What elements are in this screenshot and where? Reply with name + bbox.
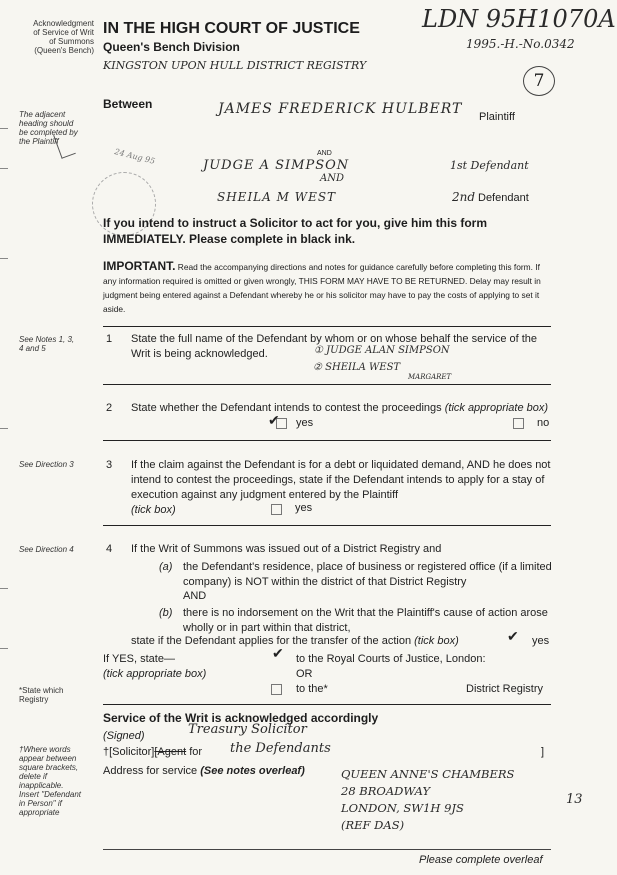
stamp-date: 24 Aug 95 [113, 147, 156, 166]
margin-note-adjacent-heading: The adjacent heading should be completed by the Plaintiff [19, 110, 78, 146]
square-bracket: ] [541, 746, 545, 758]
q1-number: 1 [106, 333, 113, 345]
margin-where-words: †Where words appear between square brackets, delete if inapplicable. Insert "Defendant in Person" if appropriate [19, 745, 81, 817]
circled-number: 7 [523, 66, 555, 96]
punch-mark [0, 648, 8, 649]
q3-yes-label: yes [295, 502, 313, 514]
solicitor-instruction: If you intend to instruct a Solicitor to act for you, give him this form IMMEDIATELY. Please complete in black ink. [103, 216, 488, 246]
defendant1-name-handwritten: JUDGE A SIMPSON [203, 158, 350, 173]
registry-handwritten: KINGSTON UPON HULL DISTRICT REGISTRY [103, 59, 367, 72]
q4-if-yes: If YES, state— [103, 653, 175, 665]
important-text: Read the accompanying directions and notes for guidance carefully before completing this form. If any information required is omitted or given wrongly, THIS FORM MAY HAVE TO BE RETURNED. Delay may result in judgment being entered against a Defendant whereby he or his solicitor may have to pay the costs of applying to set it aside. [103, 262, 541, 314]
q4-option-district-pre: to the* [296, 683, 328, 695]
q4-state-line: state if the Defendant applies for the transfer of the action (tick box) [131, 635, 459, 647]
and-handwritten: AND [320, 173, 344, 184]
punch-mark [0, 128, 8, 129]
punch-mark [0, 258, 8, 259]
q4-transfer-tick: ✔ [507, 628, 519, 644]
punch-mark [0, 428, 8, 429]
q4-option-district-post: District Registry [466, 683, 544, 695]
q2-no-label: no [537, 417, 550, 429]
margin-state-registry: *State which Registry [19, 686, 64, 704]
and-label: AND [317, 150, 332, 157]
signed-label: (Signed) [103, 730, 145, 742]
q4-a-label: (a) [159, 561, 173, 573]
margin-see-notes: See Notes 1, 3, 4 and 5 [19, 335, 75, 353]
q4-option-royal-courts: to the Royal Courts of Justice, London: [296, 653, 486, 665]
punch-mark [0, 168, 8, 169]
page-mark: 13 [566, 792, 583, 807]
ack-box-label: Acknowledgment of Service of Writ of Summons (Queen's Bench) [33, 19, 94, 55]
q4-a-text: the Defendant's residence, place of business or registered office (if a limited company) is NOT within the district of that District Registry [183, 561, 552, 588]
q4-and: AND [183, 590, 207, 602]
q3-text: If the claim against the Defendant is for a debt or liquidated demand, AND he does not intend to contest the proceedings, state if the Defendant intends to apply for a stay of execution against any judgment entered by the Plaintiff (tick box) [131, 459, 551, 516]
signature-handwritten: Treasury Solicitor [188, 722, 307, 737]
between-label: Between [103, 97, 153, 111]
q1-answer-2: ② SHEILA WEST [313, 362, 401, 373]
q1-answer-2-insert: MARGARET [408, 373, 452, 381]
address-line: 28 BROADWAY [341, 784, 431, 798]
address-label: Address for service (See notes overleaf) [103, 765, 305, 777]
q2-yes-tick: ✔ [268, 412, 280, 428]
q4-number: 4 [106, 543, 113, 555]
q4-district-checkbox[interactable] [271, 684, 282, 695]
section-divider [103, 704, 551, 705]
address-line: (REF DAS) [341, 818, 405, 832]
defendant2-name-handwritten: SHEILA M WEST [217, 190, 337, 204]
important-label: IMPORTANT. [103, 259, 176, 273]
address-handwritten [341, 766, 514, 834]
court-division: Queen's Bench Division [103, 40, 240, 54]
for-handwritten: the Defendants [230, 741, 331, 756]
plaintiff-name-handwritten: JAMES FREDERICK HULBERT [218, 101, 463, 117]
section-divider [103, 525, 551, 526]
address-line: QUEEN ANNE'S CHAMBERS [341, 767, 515, 781]
q4-royal-courts-tick: ✔ [272, 645, 284, 661]
q4-yes-label: yes [532, 635, 550, 647]
q3-yes-checkbox[interactable] [271, 504, 282, 515]
q4-or: OR [296, 668, 313, 680]
q3-number: 3 [106, 459, 113, 471]
defendant2-label: Defendant [478, 192, 529, 204]
service-heading: Service of the Writ is acknowledged accordingly [103, 711, 379, 725]
section-divider [103, 384, 551, 385]
address-line: LONDON, SW1H 9JS [341, 801, 464, 815]
section-divider [103, 440, 551, 441]
q4-b-text: there is no indorsement on the Writ that the Plaintiff's cause of action arose wholly or in part within that district, [183, 607, 548, 634]
court-title: IN THE HIGH COURT OF JUSTICE [103, 20, 360, 37]
q4-b-label: (b) [159, 607, 173, 619]
q2-text: State whether the Defendant intends to contest the proceedings (tick appropriate box) [131, 402, 549, 414]
for-label: †[Solicitor][Agent for [103, 746, 203, 758]
q1-text: State the full name of the Defendant by whom or on whose behalf the service of the Writ is being acknowledged. [131, 333, 538, 360]
margin-see-direction-4: See Direction 4 [19, 545, 74, 554]
q2-no-checkbox[interactable] [513, 418, 524, 429]
q4-tick-appropriate: (tick appropriate box) [103, 668, 207, 680]
year-number-handwritten: 1995.-H.-No.0342 [466, 37, 575, 51]
defendant2-prefix-handwritten: 2nd [452, 190, 476, 204]
case-number-handwritten: LDN 95H1070A [422, 5, 616, 33]
q1-answer-1: ① JUDGE ALAN SIMPSON [314, 345, 450, 356]
q2-number: 2 [106, 402, 113, 414]
punch-mark [0, 588, 8, 589]
defendant1-label-handwritten: 1st Defendant [450, 159, 529, 172]
q4-intro: If the Writ of Summons was issued out of a District Registry and [131, 543, 442, 555]
important-block [103, 259, 555, 316]
margin-see-direction-3: See Direction 3 [19, 460, 74, 469]
q2-yes-label: yes [296, 417, 314, 429]
please-complete-overleaf: Please complete overleaf [419, 854, 543, 866]
plaintiff-label: Plaintiff [479, 111, 515, 123]
section-divider [103, 326, 551, 327]
bottom-divider [103, 849, 551, 850]
